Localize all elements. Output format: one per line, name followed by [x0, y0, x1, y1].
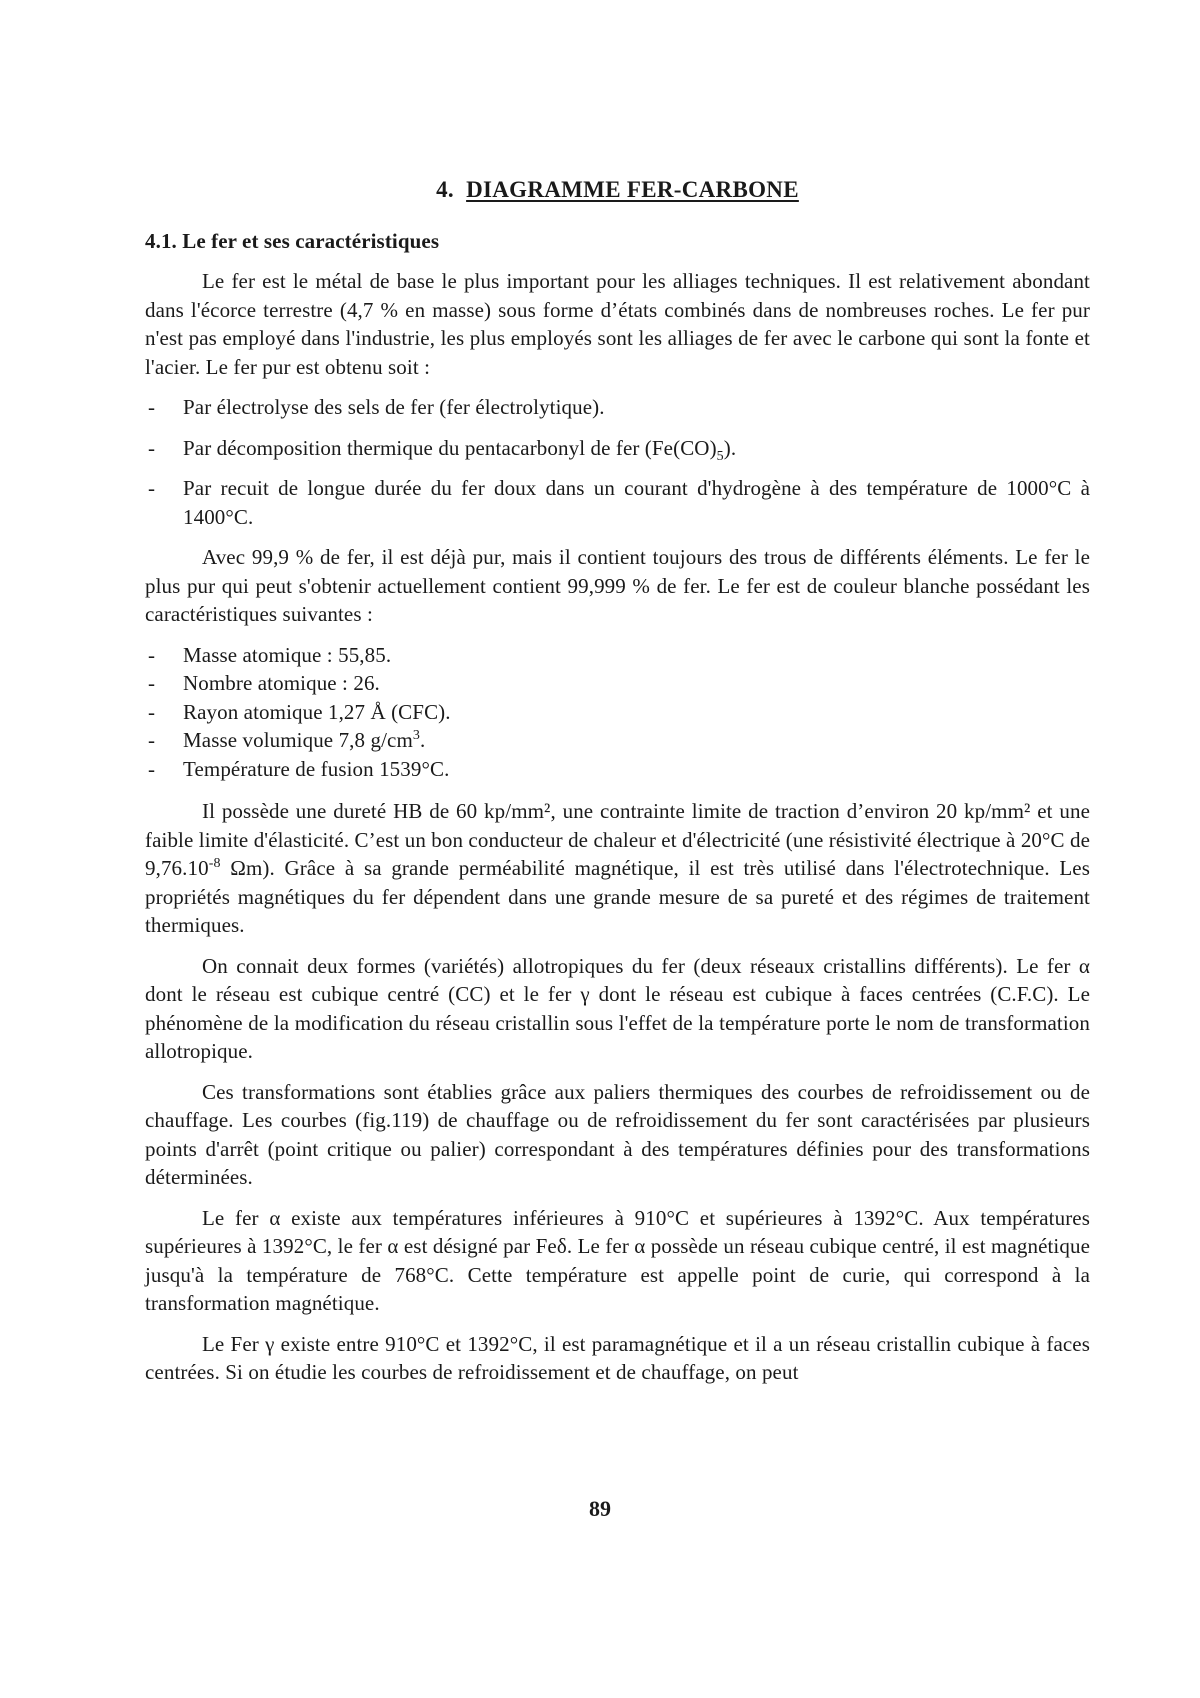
list-item	[145, 474, 1090, 531]
paragraph-text-end: Ωm). Grâce à sa grande perméabilité magnétique, il est très utilisé dans l'électrotechnique. Les propriétés magnétiques du fer dépendent dans une grande mesure de sa pureté et des régimes de traitement thermiques.	[145, 856, 1090, 937]
section-heading: 4.1. Le fer et ses caractéristiques	[145, 228, 440, 253]
list-dash: -	[148, 756, 156, 781]
list-dash: -	[148, 476, 156, 500]
list-item-text: Température de fusion 1539°C.	[183, 756, 450, 781]
list-item-text: Masse atomique : 55,85.	[183, 642, 392, 667]
production-methods-list	[145, 393, 1090, 531]
chapter-title	[145, 176, 1090, 205]
properties-list	[145, 641, 1090, 784]
paragraph-properties	[145, 797, 1090, 940]
subscript: 5	[716, 448, 724, 464]
list-item-text: Par décomposition thermique du pentacarbonyl de fer (Fe(CO)	[183, 435, 717, 460]
chapter-number: 4.	[436, 177, 454, 202]
list-item	[145, 669, 1090, 698]
list-item	[145, 698, 1090, 727]
list-item	[145, 393, 1090, 422]
paragraph-allotropic-forms: On connait deux formes (variétés) allotropiques du fer (deux réseaux cristallins différents). Le fer α dont le réseau est cubique centré (CC) et le fer γ dont le réseau est cubique à faces centrées (C.F.C). Le phénomène de la modification du réseau cristallin sous l'effet de la température porte le nom de transformation allotropique.	[145, 953, 1090, 1063]
list-item-text: Nombre atomique : 26.	[183, 671, 380, 695]
page-number: 89	[589, 1496, 611, 1521]
list-item-text: Par recuit de longue durée du fer doux dans un courant d'hydrogène à des température de 1000°C à 1400°C.	[183, 476, 1090, 529]
superscript: 3	[412, 728, 420, 743]
list-item-text: Rayon atomique 1,27 Å (CFC).	[183, 699, 451, 724]
list-item-text-end: .	[419, 728, 426, 752]
list-item	[145, 755, 1090, 784]
list-dash: -	[148, 728, 156, 752]
list-item-text: Masse volumique 7,8 g/cm	[183, 728, 413, 752]
list-dash: -	[148, 671, 156, 695]
paragraph-intro: Le fer est le métal de base le plus important pour les alliages techniques. Il est relativement abondant dans l'écorce terrestre (4,7 % en masse) sous forme d’états combinés dans de nombreuses roches. Le fer pur n'est pas employé dans l'industrie, les plus employés sont les alliages de fer avec le carbone qui sont la fonte et l'acier. Le fer pur est obtenu soit :	[145, 269, 1090, 379]
superscript: -8	[208, 856, 221, 871]
list-item-text: Par électrolyse des sels de fer (fer électrolytique).	[183, 395, 605, 419]
paragraph-text: Il possède une dureté HB de 60 kp/mm², une contrainte limite de traction d’environ 20 kp/mm² et une faible limite d'élasticité. C’est un bon conducteur de chaleur et d'électricité (une résistivité électrique à 20°C de 9,76.10	[145, 799, 1090, 880]
list-dash: -	[148, 395, 156, 419]
chapter-title-text: DIAGRAMME FER-CARBONE	[466, 177, 799, 202]
paragraph-transformations: Ces transformations sont établies grâce aux paliers thermiques des courbes de refroidissement ou de chauffage. Les courbes (fig.119) de chauffage ou de refroidissement du fer sont caractérisées par plusieurs points d'arrêt (point critique ou palier) correspondant à des températures définies pour des transformations déterminées.	[145, 1079, 1090, 1189]
list-dash: -	[148, 642, 156, 667]
page-content	[145, 170, 1090, 1399]
list-item	[145, 726, 1090, 755]
list-item	[145, 641, 1090, 670]
paragraph-gamma-iron: Le Fer γ existe entre 910°C et 1392°C, il est paramagnétique et il a un réseau cristallin cubique à faces centrées. Si on étudie les courbes de refroidissement et de chauffage, on peut	[145, 1331, 1090, 1384]
paragraph-purity: Avec 99,9 % de fer, il est déjà pur, mais il contient toujours des trous de différents éléments. Le fer le plus pur qui peut s'obtenir actuellement contient 99,999 % de fer. Le fer est de couleur blanche possédant les caractéristiques suivantes :	[145, 545, 1090, 626]
list-dash: -	[148, 699, 156, 724]
list-item	[145, 434, 1090, 463]
paragraph-alpha-iron: Le fer α existe aux températures inférieures à 910°C et supérieures à 1392°C. Aux températures supérieures à 1392°C, le fer α est désigné par Feδ. Le fer α possède un réseau cubique centré, il est magnétique jusqu'à la température de 768°C. Cette température est appelle point de curie, qui correspond à la transformation magnétique.	[145, 1205, 1090, 1315]
list-item-text-end: ).	[723, 435, 737, 460]
list-dash: -	[148, 435, 156, 460]
